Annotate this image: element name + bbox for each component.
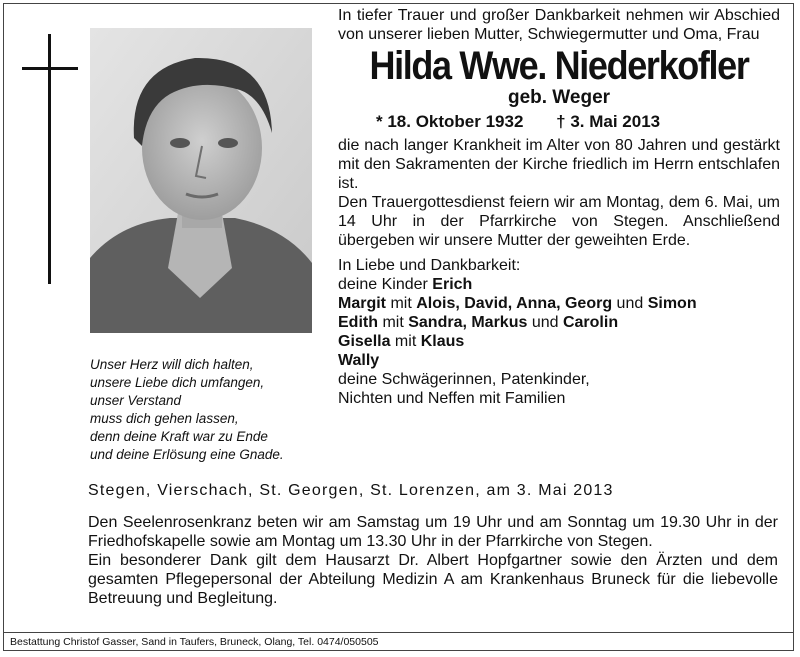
poem-line: unsere Liebe dich umfangen,: [90, 375, 265, 390]
cross-icon-bar: [22, 67, 78, 70]
cross-icon: [48, 34, 51, 284]
mourner-segment: mit: [378, 314, 409, 331]
deceased-name: Hilda Wwe. Niederkofler: [369, 44, 749, 88]
poem-line: muss dich gehen lassen,: [90, 411, 239, 426]
birth-name: geb. Weger: [507, 87, 611, 108]
places-date: Stegen, Vierschach, St. Georgen, St. Lorenzen, am 3. Mai 2013: [88, 482, 614, 499]
poem: [90, 356, 320, 464]
main-text: [338, 6, 780, 408]
portrait-photo: [90, 28, 312, 333]
mourner-segment: Alois, David, Anna, Georg: [416, 295, 613, 312]
mourner-segment: und: [612, 295, 648, 312]
mourner-segment: mit: [390, 333, 421, 350]
poem-line: denn deine Kraft war zu Ende: [90, 429, 268, 444]
mourners-line: Nichten und Neffen mit Familien: [338, 390, 566, 407]
mourner-segment: Sandra, Markus: [408, 314, 528, 331]
mourner-segment: Simon: [647, 295, 697, 312]
mourner-segment: Klaus: [420, 333, 465, 350]
mourners-line: [338, 313, 780, 332]
funeral-home-footer: Bestattung Christof Gasser, Sand in Taufers, Bruneck, Olang, Tel. 0474/050505: [10, 636, 379, 648]
poem-line: und deine Erlösung eine Gnade.: [90, 447, 284, 462]
rosary-text: Den Seelenrosenkranz beten wir am Samstag um 19 Uhr und am Sonntag um 19.30 Uhr in der Friedhofskapelle sowie am Montag um 13.30 Uhr in der Pfarrkirche von Stegen.: [88, 514, 778, 550]
thanks-text: Ein besonderer Dank gilt dem Hausarzt Dr. Albert Hopfgartner sowie den Ärzten und dem gesamten Pflegepersonal der Abteilung Medizin A am Krankenhaus Bruneck für die liebevolle Betreuung und Begleitung.: [88, 552, 778, 607]
mourners-line: deine Schwägerinnen, Patenkinder,: [338, 371, 590, 388]
death-date: † 3. Mai 2013: [556, 112, 661, 131]
bottom-text: [88, 513, 778, 608]
intro-text: In tiefer Trauer und großer Dankbarkeit nehmen wir Abschied von unserer lieben Mutter, Schwiegermutter und Oma, Frau: [338, 7, 780, 43]
mourner-segment: Edith: [338, 314, 378, 331]
mourners-heading: In Liebe und Dankbarkeit:: [338, 257, 521, 274]
mourners-line: [338, 294, 780, 313]
paragraph-illness: die nach langer Krankheit im Alter von 80 Jahren und gestärkt mit den Sakramenten der Kirche friedlich im Herrn entschlafen ist.: [338, 137, 780, 192]
poem-line: Unser Herz will dich halten,: [90, 357, 254, 372]
mourner-segment: Carolin: [562, 314, 619, 331]
paragraph-service: Den Trauergottesdienst feiern wir am Montag, dem 6. Mai, um 14 Uhr in der Pfarrkirche von Stegen. Anschließend übergeben wir unsere Mutter der geweihten Erde.: [338, 194, 780, 249]
mourners-line: [338, 332, 780, 351]
birth-date: * 18. Oktober 1932: [376, 112, 524, 131]
mourner-segment: Margit: [338, 295, 386, 312]
mourner-segment: und: [527, 314, 563, 331]
footer-divider: [3, 632, 794, 633]
life-dates: [338, 111, 780, 132]
mourners-line: deine Kinder Erich: [338, 276, 473, 293]
poem-line: unser Verstand: [90, 393, 182, 408]
mourner-segment: mit: [386, 295, 417, 312]
mourner-segment: Gisella: [338, 333, 391, 350]
mourners-line: Wally: [338, 352, 380, 369]
